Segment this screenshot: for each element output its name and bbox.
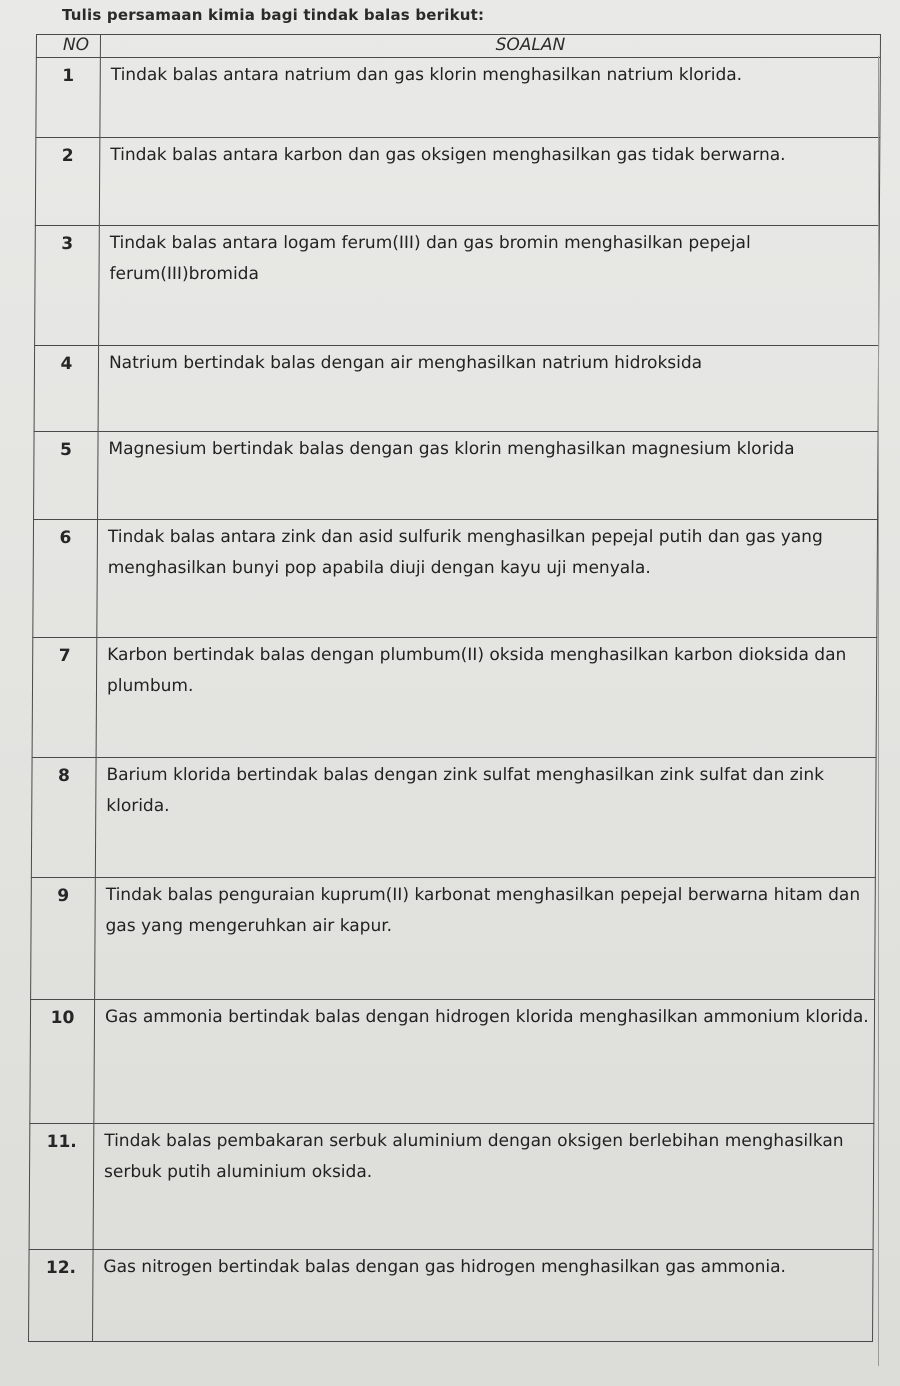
table-header-row [36,35,880,58]
question-text: Karbon bertindak balas dengan plumbum(II) oksida menghasilkan karbon dioksida dan plumbum. [96,638,877,758]
worksheet-title: Tulis persamaan kimia bagi tindak balas berikut: [62,6,485,24]
question-text: Tindak balas antara karbon dan gas oksigen menghasilkan gas tidak berwarna. [99,138,880,226]
table-row [32,638,877,758]
row-number: 12. [29,1250,94,1342]
row-number: 10 [30,1000,95,1124]
table-row [35,226,880,346]
table-row [35,138,880,226]
question-text: Magnesium bertindak balas dengan gas klorin menghasilkan magnesium klorida [98,432,879,520]
question-table [28,34,881,1342]
table-row [30,1000,875,1124]
header-question: SOALAN [100,35,880,58]
table-row [31,758,876,878]
question-text: Gas nitrogen bertindak balas dengan gas hidrogen menghasilkan gas ammonia. [93,1250,874,1342]
question-text: Natrium bertindak balas dengan air menghasilkan natrium hidroksida [98,346,879,432]
row-number: 7 [32,638,97,758]
row-number: 8 [31,758,96,878]
table-row [29,1124,874,1250]
table-row [34,432,879,520]
row-number: 5 [34,432,99,520]
question-text: Tindak balas antara zink dan asid sulfurik menghasilkan pepejal putih dan gas yang menghasilkan bunyi pop apabila diuji dengan kayu uji menyala. [97,520,878,638]
row-number: 6 [33,520,98,638]
question-sheet [28,34,900,1366]
question-text: Gas ammonia bertindak balas dengan hidrogen klorida menghasilkan ammonium klorida. [94,1000,875,1124]
row-number: 1 [36,58,100,138]
row-number: 9 [31,878,96,1000]
question-text: Tindak balas pembakaran serbuk aluminium dengan oksigen berlebihan menghasilkan serbuk putih aluminium oksida. [93,1124,874,1250]
row-number: 4 [34,346,99,432]
page-edge-line [878,56,879,1366]
question-text: Barium klorida bertindak balas dengan zink sulfat menghasilkan zink sulfat dan zink klorida. [95,758,876,878]
table-row [36,58,880,138]
table-row [29,1250,874,1342]
row-number: 11. [29,1124,94,1250]
row-number: 3 [35,226,100,346]
header-no: NO [36,35,100,58]
question-text: Tindak balas penguraian kuprum(II) karbonat menghasilkan pepejal berwarna hitam dan gas yang mengeruhkan air kapur. [95,878,876,1000]
table-row [31,878,876,1000]
question-text: Tindak balas antara natrium dan gas klorin menghasilkan natrium klorida. [100,58,880,138]
row-number: 2 [35,138,100,226]
table-row [34,346,879,432]
question-text: Tindak balas antara logam ferum(III) dan gas bromin menghasilkan pepejal ferum(III)bromida [99,226,880,346]
table-row [33,520,878,638]
